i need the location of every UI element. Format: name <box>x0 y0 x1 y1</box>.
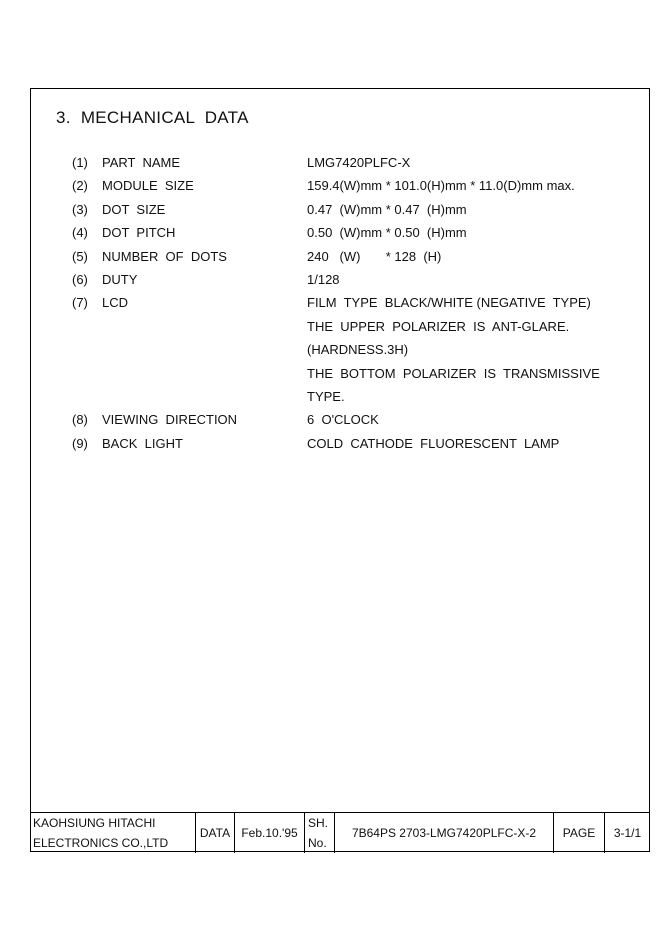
item-label: DOT PITCH <box>102 225 176 241</box>
item-value: 1/128 <box>307 272 340 287</box>
page-label-cell <box>554 813 605 853</box>
item-number: (9) <box>72 435 88 451</box>
item-value: 0.47 (W)mm * 0.47 (H)mm <box>307 201 467 217</box>
issue-date: Feb.10.'95 <box>241 826 298 840</box>
item-number: (2) <box>72 178 88 194</box>
sheet-number-label-cell <box>305 813 335 853</box>
item-value: TYPE. <box>307 389 345 404</box>
item-number: (7) <box>72 295 88 311</box>
title-block-footer <box>30 812 650 852</box>
item-value: 6 O'CLOCK <box>307 412 379 428</box>
company-cell <box>30 813 196 853</box>
item-value: (HARDNESS.3H) <box>307 342 409 358</box>
sh-label: SH. <box>308 816 329 830</box>
data-label: DATA <box>199 826 231 840</box>
item-number: (3) <box>72 201 88 217</box>
data-label-cell <box>196 813 235 853</box>
item-label: PART NAME <box>102 155 181 170</box>
item-value: 159.4(W)mm * 101.0(H)mm * 11.0(D)mm max. <box>307 178 575 194</box>
item-label: NUMBER OF DOTS <box>102 248 227 264</box>
item-label: LCD <box>102 295 129 311</box>
page-number: 3-1/1 <box>613 826 642 840</box>
item-number: (4) <box>72 225 88 241</box>
company-name-line1: KAOHSIUNG HITACHI <box>33 816 156 830</box>
item-value: 0.50 (W)mm * 0.50 (H)mm <box>307 225 467 241</box>
date-cell <box>235 813 305 853</box>
item-value: 240 (W) * 128 (H) <box>307 248 442 264</box>
document-number: 7B64PS 2703-LMG7420PLFC-X-2 <box>351 826 537 840</box>
item-label: BACK LIGHT <box>102 435 183 451</box>
item-value: LMG7420PLFC-X <box>307 155 411 170</box>
item-label: MODULE SIZE <box>102 178 194 194</box>
section-title: 3. MECHANICAL DATA <box>56 108 249 127</box>
page-label: PAGE <box>562 826 596 840</box>
item-label: VIEWING DIRECTION <box>102 412 238 428</box>
item-number: (1) <box>72 155 88 170</box>
doc-number-cell <box>335 813 554 853</box>
item-label: DOT SIZE <box>102 201 166 217</box>
item-number: (8) <box>72 412 88 428</box>
company-name-line2: ELECTRONICS CO.,LTD <box>33 836 169 850</box>
item-value: THE UPPER POLARIZER IS ANT-GLARE. <box>307 318 570 334</box>
item-value: THE BOTTOM POLARIZER IS TRANSMISSIVE <box>307 365 600 381</box>
item-number: (5) <box>72 248 88 264</box>
page-number-cell <box>605 813 650 853</box>
item-value: COLD CATHODE FLUORESCENT LAMP <box>307 435 560 451</box>
no-label: No. <box>308 836 327 850</box>
item-number: (6) <box>72 272 88 287</box>
item-label: DUTY <box>102 272 138 287</box>
item-value: FILM TYPE BLACK/WHITE (NEGATIVE TYPE) <box>307 295 591 311</box>
